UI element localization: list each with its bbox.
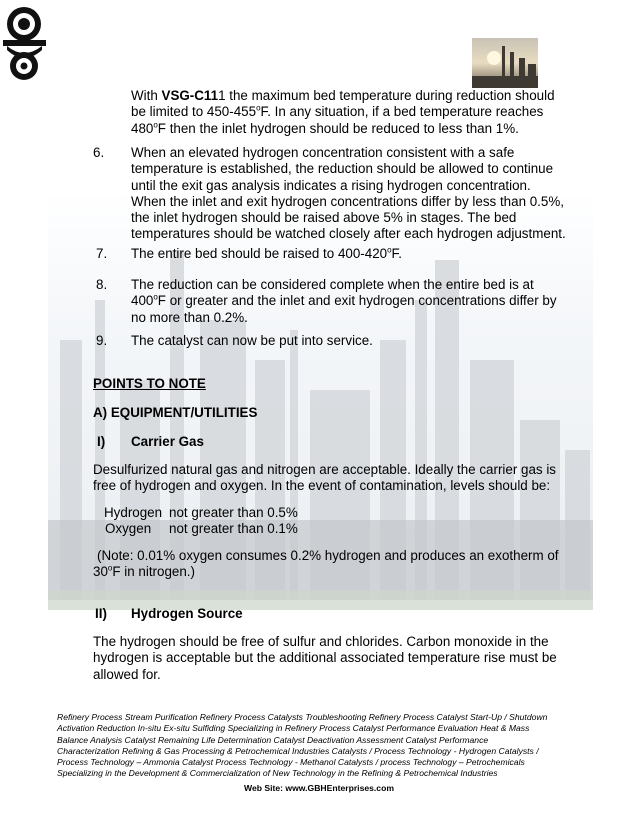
continuation-pre: With xyxy=(131,88,162,103)
limit-gas: Oxygen xyxy=(105,521,152,537)
continuation-post: 1 the maximum bed temperature during reduction should xyxy=(218,88,555,103)
step-6-text xyxy=(131,145,566,243)
continuation-line3a: 480 xyxy=(131,120,154,136)
step-8-line1: The reduction can be considered complete when the entire bed is at xyxy=(131,277,534,292)
limit-value: not greater than 0.1% xyxy=(169,521,298,537)
footer-website: Web Site: www.GBHEnterprises.com xyxy=(244,783,394,793)
footer-line: Specializing in the Development & Commercialization of New Technology in the Refining & Petrochemical Industries xyxy=(57,768,498,779)
footer-services xyxy=(57,712,557,780)
section-a-heading: A) EQUIPMENT/UTILITIES xyxy=(93,405,258,420)
carrier-note-line2 xyxy=(93,564,195,580)
note-line2b: F in nitrogen.) xyxy=(112,564,195,579)
continuation-paragraph xyxy=(131,88,555,137)
refinery-sunset-thumbnail xyxy=(472,38,538,88)
hydrogen-source-heading: Hydrogen Source xyxy=(131,606,243,621)
step-6-line: the inlet hydrogen should be raised above 5% in stages. The bed xyxy=(131,210,517,226)
step-9-text: The catalyst can now be put into service. xyxy=(131,333,373,348)
note-line2a: 30 xyxy=(93,564,108,579)
step-number: 9. xyxy=(96,333,108,348)
step-6-line: until the exit gas analysis indicates a rising hydrogen concentration. xyxy=(131,177,531,193)
carrier-line: Desulfurized natural gas and nitrogen are acceptable. Ideally the carrier gas is xyxy=(93,462,556,477)
degree-sup: o xyxy=(153,292,158,302)
step-8-line2b: F or greater and the inlet and exit hydrogen concentrations differ by xyxy=(157,293,557,309)
continuation-line2a: be limited to 450-455 xyxy=(131,104,257,120)
step-6-line: When the inlet and exit hydrogen concentrations differ by less than 0.5%, xyxy=(131,193,564,209)
step-6-line: temperatures should be watched closely after each hydrogen adjustment. xyxy=(131,226,566,242)
step-7-text-b: F. xyxy=(391,246,402,261)
footer-line: Refinery Process Stream Purification Refinery Process Catalysts Troubleshooting Refinery Process Catalyst Start-Up / Shutdown xyxy=(57,712,548,722)
degree-sup: o xyxy=(256,103,261,113)
step-8-text xyxy=(131,277,557,326)
step-6-line: temperature is established, the reduction should be allowed to continue xyxy=(131,161,554,177)
step-number: 6. xyxy=(93,145,105,160)
company-logo xyxy=(3,4,46,82)
step-6-line: When an elevated hydrogen concentration consistent with a safe xyxy=(131,145,515,160)
subsection-number: II) xyxy=(95,606,107,621)
limit-gas: Hydrogen xyxy=(104,505,163,520)
carrier-gas-heading: Carrier Gas xyxy=(131,434,204,449)
hydrogen-paragraph xyxy=(93,634,557,683)
continuation-line3b: F then the inlet hydrogen should be reduced to less than 1%. xyxy=(157,120,519,136)
footer-line: Process Technology – Ammonia Catalyst Process Technology - Methanol Catalysts / process Technology – Petrochemicals xyxy=(57,757,525,768)
degree-sup: o xyxy=(387,245,392,255)
step-7-text-a: The entire bed should be raised to 400-420 xyxy=(131,246,388,261)
hydrogen-line: allowed for. xyxy=(93,666,161,682)
step-8-line2a: 400 xyxy=(131,293,154,309)
product-code: VSG-C11 xyxy=(161,88,219,103)
footer-line: Activation Reduction In-situ Ex-situ Sulfiding Specializing in Refinery Process Catalyst Performance Evaluation Heat & Mass xyxy=(57,723,530,734)
hydrogen-line: hydrogen is acceptable but the additional associated temperature rise must be xyxy=(93,650,557,666)
carrier-note xyxy=(97,548,559,564)
carrier-line: free of hydrogen and oxygen. In the event of contamination, levels should be: xyxy=(93,478,551,494)
limit-value: not greater than 0.5% xyxy=(169,505,298,520)
hydrogen-line: The hydrogen should be free of sulfur and chlorides. Carbon monoxide in the xyxy=(93,634,549,649)
continuation-line2b: F. In any situation, if a bed temperature reaches xyxy=(260,104,544,120)
note-line1: (Note: 0.01% oxygen consumes 0.2% hydrogen and produces an exotherm of xyxy=(97,548,559,563)
footer-line: Balance Analysis Catalyst Remaining Life Determination Catalyst Deactivation Assessment Catalyst Performance xyxy=(57,734,489,745)
step-number: 7. xyxy=(96,246,108,261)
subsection-number: I) xyxy=(97,434,106,449)
step-8-line3: no more than 0.2%. xyxy=(131,309,248,325)
step-number: 8. xyxy=(96,277,108,292)
footer-line: Characterization Refining & Gas Processing & Petrochemical Industries Catalysts / Process Technology - Hydrogen Catalysts / xyxy=(57,745,539,756)
degree-sup: o xyxy=(107,563,113,573)
carrier-gas-paragraph xyxy=(93,462,556,495)
points-heading: POINTS TO NOTE xyxy=(93,376,206,391)
degree-sup: o xyxy=(153,120,158,130)
step-7-text xyxy=(131,246,402,262)
